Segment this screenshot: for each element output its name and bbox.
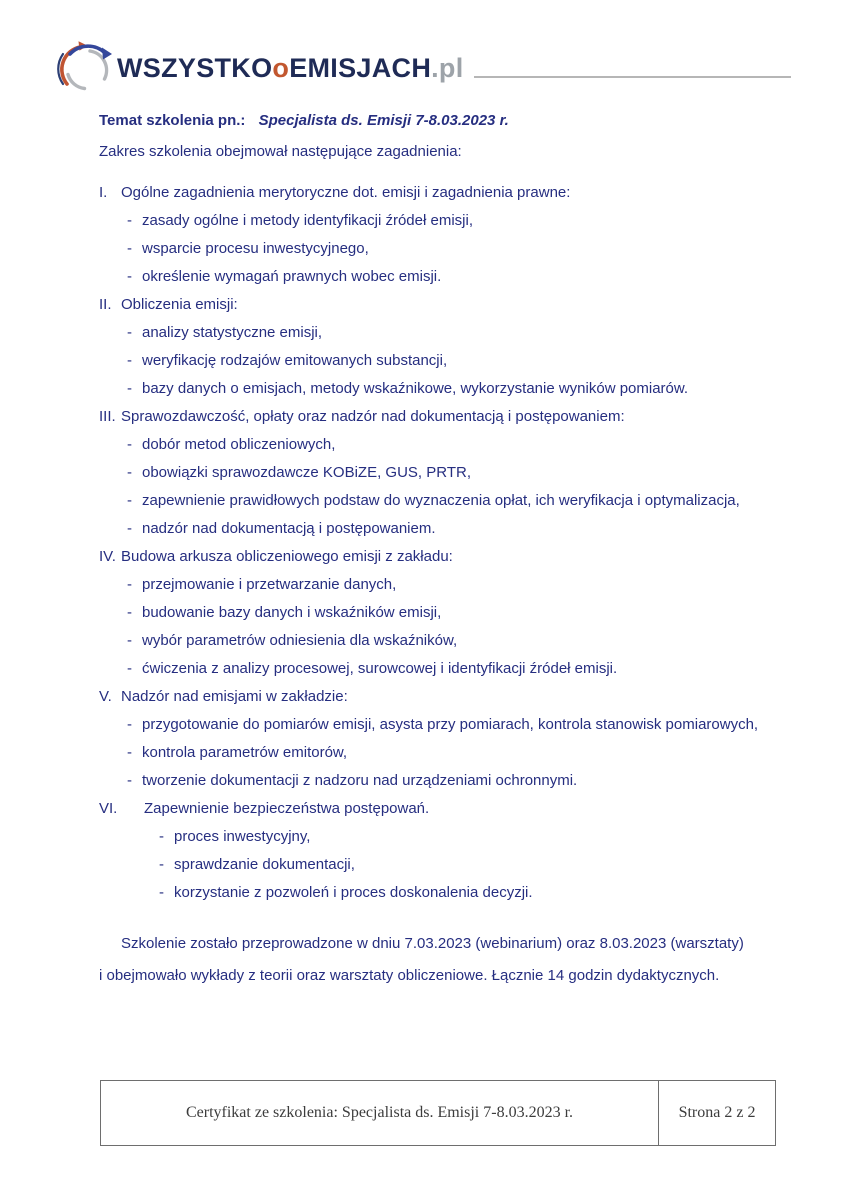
list-item [99, 743, 779, 762]
section-numeral: IV. [99, 548, 116, 565]
list-item [99, 855, 779, 874]
section-numeral: V. [99, 688, 112, 705]
dash-marker: - [127, 772, 132, 789]
list-item [99, 631, 779, 650]
dash-marker: - [127, 576, 132, 593]
section-6 [99, 799, 779, 902]
list-item [99, 575, 779, 594]
main-content [99, 111, 779, 992]
item-text: wybór parametrów odniesienia dla wskaźników, [142, 632, 458, 649]
section-3 [99, 407, 779, 538]
item-text: kontrola parametrów emitorów, [142, 744, 348, 761]
logo-text-tld: .pl [431, 53, 464, 83]
item-text: dobór metod obliczeniowych, [142, 436, 336, 453]
logo-wordmark [117, 40, 464, 96]
item-text: analizy statystyczne emisji, [142, 324, 323, 341]
list-item [99, 771, 779, 790]
section-title: Obliczenia emisji: [121, 296, 238, 313]
dash-marker: - [127, 352, 132, 369]
section-numeral: III. [99, 408, 116, 425]
item-text: określenie wymagań prawnych wobec emisji. [142, 268, 442, 285]
doc-title-label: Temat szkolenia pn.: [99, 112, 246, 129]
section-title: Nadzór nad emisjami w zakładzie: [121, 688, 348, 705]
section-2 [99, 295, 779, 398]
item-text: proces inwestycyjny, [174, 828, 311, 845]
list-item [99, 883, 779, 902]
dash-marker: - [127, 520, 132, 537]
section-numeral: I. [99, 184, 108, 201]
dash-marker: - [127, 436, 132, 453]
list-item [99, 435, 779, 454]
dash-marker: - [127, 240, 132, 257]
item-text: ćwiczenia z analizy procesowej, surowcowej i identyfikacji źródeł emisji. [142, 660, 618, 677]
item-text: przygotowanie do pomiarów emisji, asysta przy pomiarach, kontrola stanowisk pomiarowych, [142, 716, 759, 733]
list-item [99, 211, 779, 230]
list-item [99, 379, 779, 398]
list-item [99, 827, 779, 846]
list-item [99, 519, 779, 538]
dash-marker: - [127, 212, 132, 229]
list-item [99, 351, 779, 370]
section-heading [99, 687, 779, 706]
section-heading [99, 407, 779, 426]
dash-marker: - [127, 744, 132, 761]
dash-marker: - [127, 268, 132, 285]
footer-certificate-cell [101, 1081, 659, 1145]
section-heading [99, 547, 779, 566]
doc-title [99, 111, 779, 130]
list-item [99, 267, 779, 286]
dash-marker: - [127, 660, 132, 677]
section-numeral: VI. [99, 800, 118, 817]
item-text: bazy danych o emisjach, metody wskaźnikowe, wykorzystanie wyników pomiarów. [142, 380, 689, 397]
section-heading [99, 799, 779, 818]
section-title: Sprawozdawczość, opłaty oraz nadzór nad dokumentacją i postępowaniem: [121, 408, 625, 425]
closing-line-1: Szkolenie zostało przeprowadzone w dniu 7.03.2023 (webinarium) oraz 8.03.2023 (warsztaty) [121, 935, 744, 952]
list-item [99, 323, 779, 342]
list-item [99, 603, 779, 622]
section-1 [99, 183, 779, 286]
section-heading [99, 183, 779, 202]
item-text: zapewnienie prawidłowych podstaw do wyznaczenia opłat, ich weryfikacja i optymalizacja, [142, 492, 740, 509]
circular-arrows-icon [57, 40, 115, 96]
item-text: nadzór nad dokumentacją i postępowaniem. [142, 520, 436, 537]
footer-page-cell [659, 1081, 775, 1145]
header-rule-line [474, 76, 791, 78]
dash-marker: - [127, 492, 132, 509]
section-title: Zapewnienie bezpieczeństwa postępowań. [144, 800, 430, 817]
item-text: sprawdzanie dokumentacji, [174, 856, 355, 873]
list-item [99, 463, 779, 482]
dash-marker: - [127, 716, 132, 733]
list-item [99, 491, 779, 510]
list-item [99, 659, 779, 678]
dash-marker: - [127, 464, 132, 481]
section-4 [99, 547, 779, 678]
item-text: korzystanie z pozwoleń i proces doskonalenia decyzji. [174, 884, 533, 901]
dash-marker: - [159, 856, 164, 873]
dash-marker: - [159, 884, 164, 901]
item-text: zasady ogólne i metody identyfikacji źródeł emisji, [142, 212, 473, 229]
section-numeral: II. [99, 296, 112, 313]
dash-marker: - [127, 324, 132, 341]
footer-bar [100, 1080, 776, 1146]
section-title: Budowa arkusza obliczeniowego emisji z zakładu: [121, 548, 453, 565]
footer-page-number: Strona 2 z 2 [678, 1104, 756, 1121]
item-text: weryfikację rodzajów emitowanych substancji, [142, 352, 448, 369]
logo [57, 40, 464, 96]
logo-text-o: o [272, 53, 290, 83]
dash-marker: - [127, 604, 132, 621]
list-item [99, 715, 779, 734]
intro-text: Zakres szkolenia obejmował następujące zagadnienia: [99, 143, 462, 160]
item-text: tworzenie dokumentacji z nadzoru nad urządzeniami ochronnymi. [142, 772, 578, 789]
item-text: przejmowanie i przetwarzanie danych, [142, 576, 397, 593]
dash-marker: - [127, 632, 132, 649]
dash-marker: - [127, 380, 132, 397]
closing-paragraph [99, 928, 779, 992]
item-text: wsparcie procesu inwestycyjnego, [142, 240, 369, 257]
section-heading [99, 295, 779, 314]
logo-text-part2: EMISJACH [289, 53, 432, 83]
item-text: obowiązki sprawozdawcze KOBiZE, GUS, PRTR, [142, 464, 471, 481]
item-text: budowanie bazy danych i wskaźników emisji, [142, 604, 442, 621]
footer-certificate-text: Certyfikat ze szkolenia: Specjalista ds. Emisji 7-8.03.2023 r. [185, 1104, 574, 1121]
section-5 [99, 687, 779, 790]
section-title: Ogólne zagadnienia merytoryczne dot. emisji i zagadnienia prawne: [121, 184, 571, 201]
logo-text-part1: WSZYSTKO [117, 53, 273, 83]
closing-line-2: i obejmowało wykłady z teorii oraz warsztaty obliczeniowe. Łącznie 14 godzin dydaktycznych. [99, 967, 720, 984]
dash-marker: - [159, 828, 164, 845]
header [57, 40, 791, 96]
doc-title-value: Specjalista ds. Emisji 7-8.03.2023 r. [258, 112, 509, 129]
list-item [99, 239, 779, 258]
